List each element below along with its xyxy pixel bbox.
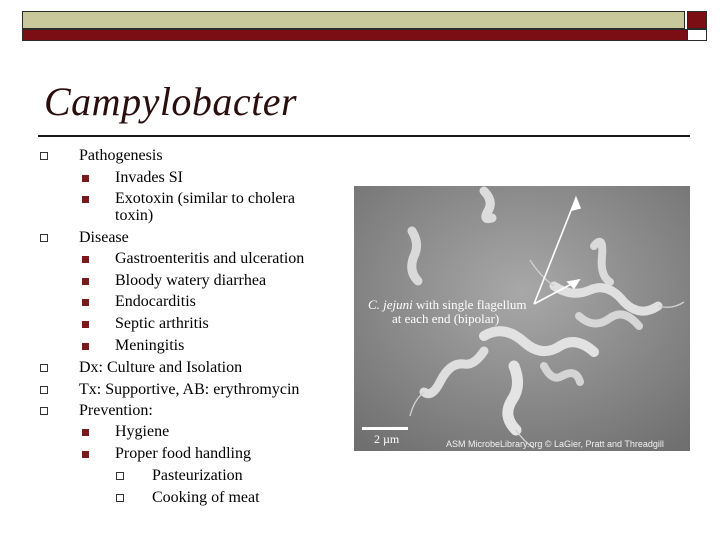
- scale-bar-label: 2 µm: [374, 432, 400, 446]
- list-item: Bloody watery diarrhea: [115, 272, 267, 289]
- hollow-bullet-icon: [116, 472, 124, 480]
- list-item: Disease: [79, 229, 129, 246]
- list-item: Dx: Culture and Isolation: [79, 359, 243, 376]
- hollow-bullet-icon: [40, 386, 48, 394]
- list-item: Prevention:: [79, 402, 153, 419]
- list-item: Tx: Supportive, AB: erythromycin: [79, 381, 300, 398]
- image-credit: ASM MicrobeLibrary.org © LaGier, Pratt and Threadgill: [446, 439, 664, 449]
- list-item: Invades SI: [115, 169, 183, 186]
- list-item: Hygiene: [115, 423, 170, 440]
- slide-title: Campylobacter: [44, 79, 298, 124]
- filled-bullet-icon: [82, 256, 89, 263]
- filled-bullet-icon: [82, 299, 89, 306]
- list-item: Endocarditis: [115, 293, 196, 310]
- micrograph-caption: [368, 297, 527, 312]
- top-bar-square-white: [687, 29, 707, 41]
- list-item: Pathogenesis: [79, 147, 163, 164]
- caption-text: with single flagellum: [416, 297, 527, 312]
- top-bar-olive: [22, 11, 685, 29]
- hollow-bullet-icon: [116, 494, 124, 502]
- hollow-bullet-icon: [40, 364, 48, 372]
- list-item-continuation: toxin): [115, 207, 154, 224]
- list-item: Septic arthritis: [115, 315, 209, 332]
- filled-bullet-icon: [82, 196, 89, 203]
- filled-bullet-icon: [82, 321, 89, 328]
- list-item: Cooking of meat: [152, 489, 260, 506]
- micrograph-caption-line2: at each end (bipolar): [392, 311, 500, 326]
- hollow-bullet-icon: [40, 234, 48, 242]
- filled-bullet-icon: [82, 429, 89, 436]
- top-decorative-bar: [22, 11, 707, 41]
- caption-species: C. jejuni: [368, 297, 413, 312]
- filled-bullet-icon: [82, 451, 89, 458]
- list-item: Meningitis: [115, 337, 185, 354]
- top-bar-maroon: [22, 29, 707, 41]
- hollow-bullet-icon: [40, 152, 48, 160]
- list-item: Pasteurization: [152, 467, 243, 484]
- electron-micrograph: [354, 186, 690, 451]
- list-item: Proper food handling: [115, 445, 251, 462]
- filled-bullet-icon: [82, 343, 89, 350]
- filled-bullet-icon: [82, 278, 89, 285]
- list-item: Exotoxin (similar to cholera: [115, 190, 295, 207]
- scale-bar: [362, 427, 408, 430]
- list-item: Gastroenteritis and ulceration: [115, 250, 305, 267]
- title-divider: [38, 135, 690, 137]
- top-bar-square-maroon: [687, 11, 707, 29]
- filled-bullet-icon: [82, 175, 89, 182]
- hollow-bullet-icon: [40, 407, 48, 415]
